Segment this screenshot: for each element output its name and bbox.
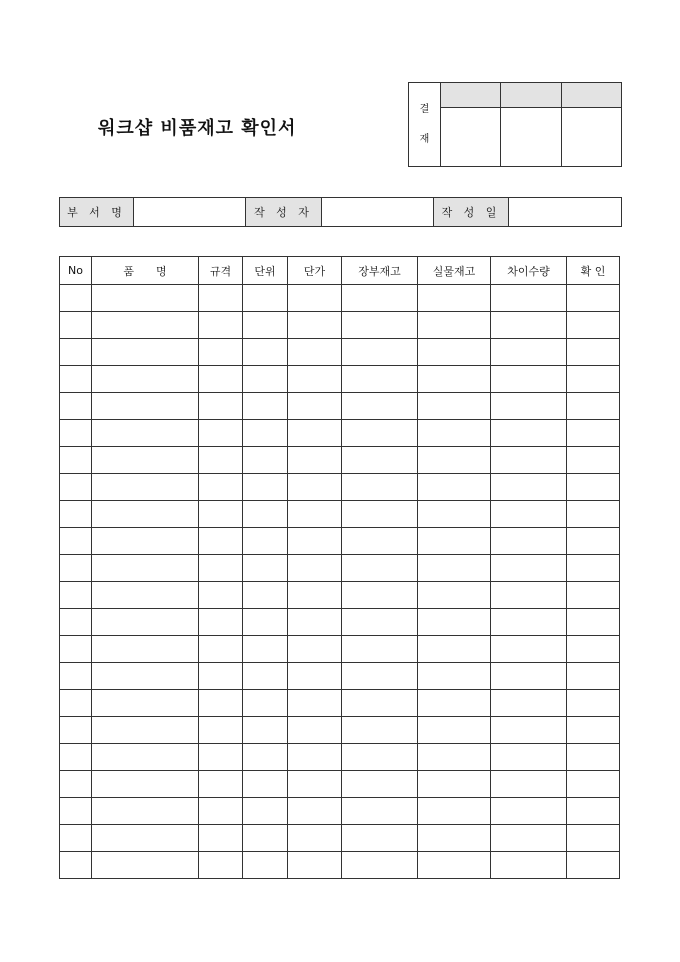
- table-cell[interactable]: [60, 609, 92, 636]
- table-cell[interactable]: [92, 582, 199, 609]
- table-row: [60, 771, 620, 798]
- table-cell[interactable]: [491, 447, 567, 474]
- table-cell[interactable]: [288, 312, 342, 339]
- dept-field[interactable]: [134, 198, 246, 227]
- table-cell[interactable]: [288, 771, 342, 798]
- table-cell[interactable]: [491, 582, 567, 609]
- table-cell[interactable]: [92, 798, 199, 825]
- table-cell[interactable]: [567, 366, 620, 393]
- table-cell[interactable]: [491, 798, 567, 825]
- table-cell[interactable]: [199, 771, 243, 798]
- table-cell[interactable]: [243, 717, 288, 744]
- table-cell[interactable]: [199, 825, 243, 852]
- table-cell[interactable]: [60, 798, 92, 825]
- table-cell[interactable]: [60, 744, 92, 771]
- table-cell[interactable]: [288, 339, 342, 366]
- table-cell[interactable]: [60, 825, 92, 852]
- table-cell[interactable]: [60, 555, 92, 582]
- table-cell[interactable]: [199, 366, 243, 393]
- col-header-actual-stock: 실물재고: [418, 257, 491, 285]
- col-header-unit-price: 단가: [288, 257, 342, 285]
- table-cell[interactable]: [60, 852, 92, 879]
- table-cell[interactable]: [60, 285, 92, 312]
- approval-label-bottom: 재: [419, 133, 430, 145]
- col-header-spec: 규격: [199, 257, 243, 285]
- table-cell[interactable]: [199, 285, 243, 312]
- table-cell[interactable]: [92, 744, 199, 771]
- approval-sign-cell-1[interactable]: [441, 108, 501, 167]
- table-cell[interactable]: [567, 474, 620, 501]
- table-cell[interactable]: [60, 474, 92, 501]
- table-cell[interactable]: [342, 636, 418, 663]
- table-cell[interactable]: [567, 582, 620, 609]
- table-cell[interactable]: [567, 339, 620, 366]
- table-cell[interactable]: [199, 744, 243, 771]
- table-cell[interactable]: [567, 312, 620, 339]
- table-cell[interactable]: [418, 582, 491, 609]
- approval-box: [408, 82, 622, 167]
- date-field[interactable]: [509, 198, 622, 227]
- table-cell[interactable]: [342, 339, 418, 366]
- col-header-difference: 차이수량: [491, 257, 567, 285]
- table-cell[interactable]: [288, 366, 342, 393]
- table-cell[interactable]: [243, 825, 288, 852]
- table-cell[interactable]: [199, 636, 243, 663]
- table-cell[interactable]: [60, 501, 92, 528]
- table-cell[interactable]: [491, 285, 567, 312]
- table-cell[interactable]: [243, 690, 288, 717]
- table-cell[interactable]: [199, 393, 243, 420]
- table-cell[interactable]: [92, 717, 199, 744]
- table-cell[interactable]: [199, 447, 243, 474]
- info-table: [59, 197, 622, 227]
- table-cell[interactable]: [288, 501, 342, 528]
- table-cell[interactable]: [342, 501, 418, 528]
- table-cell[interactable]: [342, 852, 418, 879]
- table-cell[interactable]: [342, 582, 418, 609]
- table-cell[interactable]: [60, 663, 92, 690]
- table-cell[interactable]: [567, 744, 620, 771]
- table-cell[interactable]: [342, 825, 418, 852]
- table-cell[interactable]: [243, 798, 288, 825]
- table-header-row: [60, 257, 620, 285]
- table-cell[interactable]: [243, 312, 288, 339]
- table-row: [60, 744, 620, 771]
- table-cell[interactable]: [243, 393, 288, 420]
- table-cell[interactable]: [418, 528, 491, 555]
- table-cell[interactable]: [243, 609, 288, 636]
- table-cell[interactable]: [342, 366, 418, 393]
- col-header-item-name: 품 명: [92, 257, 199, 285]
- table-cell[interactable]: [243, 285, 288, 312]
- table-cell[interactable]: [567, 609, 620, 636]
- table-cell[interactable]: [92, 420, 199, 447]
- table-cell[interactable]: [491, 744, 567, 771]
- table-cell[interactable]: [418, 798, 491, 825]
- table-cell[interactable]: [92, 528, 199, 555]
- table-cell[interactable]: [92, 852, 199, 879]
- table-cell[interactable]: [199, 690, 243, 717]
- date-label: 작 성 일: [434, 198, 509, 227]
- table-cell[interactable]: [199, 528, 243, 555]
- table-cell[interactable]: [243, 771, 288, 798]
- table-cell[interactable]: [567, 420, 620, 447]
- table-cell[interactable]: [288, 717, 342, 744]
- table-cell[interactable]: [491, 312, 567, 339]
- table-cell[interactable]: [567, 285, 620, 312]
- table-cell[interactable]: [199, 582, 243, 609]
- approval-sign-cell-3[interactable]: [561, 108, 621, 167]
- table-cell[interactable]: [92, 690, 199, 717]
- table-cell[interactable]: [92, 285, 199, 312]
- table-cell[interactable]: [418, 609, 491, 636]
- table-cell[interactable]: [60, 447, 92, 474]
- table-cell[interactable]: [288, 825, 342, 852]
- table-row: [60, 312, 620, 339]
- table-cell[interactable]: [491, 420, 567, 447]
- table-cell[interactable]: [567, 501, 620, 528]
- table-cell[interactable]: [567, 771, 620, 798]
- table-cell[interactable]: [491, 609, 567, 636]
- table-cell[interactable]: [491, 717, 567, 744]
- table-cell[interactable]: [288, 420, 342, 447]
- table-cell[interactable]: [288, 393, 342, 420]
- table-cell[interactable]: [199, 555, 243, 582]
- table-cell[interactable]: [243, 663, 288, 690]
- table-cell[interactable]: [288, 636, 342, 663]
- table-cell[interactable]: [491, 393, 567, 420]
- table-cell[interactable]: [243, 636, 288, 663]
- table-cell[interactable]: [92, 771, 199, 798]
- table-cell[interactable]: [491, 771, 567, 798]
- table-cell[interactable]: [418, 852, 491, 879]
- table-cell[interactable]: [243, 447, 288, 474]
- table-cell[interactable]: [567, 447, 620, 474]
- table-cell[interactable]: [288, 663, 342, 690]
- table-row: [60, 366, 620, 393]
- table-cell[interactable]: [418, 312, 491, 339]
- table-cell[interactable]: [491, 474, 567, 501]
- table-cell[interactable]: [92, 663, 199, 690]
- table-cell[interactable]: [418, 501, 491, 528]
- table-row: [60, 555, 620, 582]
- table-cell[interactable]: [567, 663, 620, 690]
- table-row: [60, 528, 620, 555]
- table-cell[interactable]: [342, 555, 418, 582]
- table-cell[interactable]: [418, 420, 491, 447]
- table-cell[interactable]: [60, 339, 92, 366]
- table-cell[interactable]: [418, 393, 491, 420]
- table-cell[interactable]: [288, 744, 342, 771]
- table-row: [60, 420, 620, 447]
- table-row: [60, 798, 620, 825]
- col-header-book-stock: 장부재고: [342, 257, 418, 285]
- table-cell[interactable]: [567, 852, 620, 879]
- table-cell[interactable]: [288, 582, 342, 609]
- table-cell[interactable]: [243, 366, 288, 393]
- table-cell[interactable]: [491, 555, 567, 582]
- table-cell[interactable]: [243, 501, 288, 528]
- table-cell[interactable]: [92, 393, 199, 420]
- table-cell[interactable]: [418, 825, 491, 852]
- table-cell[interactable]: [92, 474, 199, 501]
- table-cell[interactable]: [342, 771, 418, 798]
- col-header-unit: 단위: [243, 257, 288, 285]
- table-row: [60, 582, 620, 609]
- table-cell[interactable]: [60, 420, 92, 447]
- table-cell[interactable]: [418, 366, 491, 393]
- approval-sign-cell-2[interactable]: [501, 108, 561, 167]
- table-row: [60, 501, 620, 528]
- table-cell[interactable]: [60, 312, 92, 339]
- table-cell[interactable]: [199, 312, 243, 339]
- table-row: [60, 852, 620, 879]
- table-cell[interactable]: [342, 420, 418, 447]
- table-cell[interactable]: [92, 825, 199, 852]
- table-cell[interactable]: [491, 636, 567, 663]
- table-cell[interactable]: [491, 690, 567, 717]
- table-cell[interactable]: [92, 555, 199, 582]
- table-cell[interactable]: [92, 636, 199, 663]
- table-cell[interactable]: [243, 528, 288, 555]
- table-cell[interactable]: [342, 609, 418, 636]
- table-cell[interactable]: [418, 663, 491, 690]
- table-cell[interactable]: [199, 501, 243, 528]
- table-cell[interactable]: [199, 609, 243, 636]
- table-cell[interactable]: [342, 285, 418, 312]
- table-cell[interactable]: [567, 528, 620, 555]
- table-row: [60, 690, 620, 717]
- table-cell[interactable]: [567, 555, 620, 582]
- table-cell[interactable]: [491, 501, 567, 528]
- table-cell[interactable]: [567, 825, 620, 852]
- table-row: [60, 447, 620, 474]
- table-cell[interactable]: [243, 474, 288, 501]
- approval-label: [409, 83, 441, 167]
- table-cell[interactable]: [288, 474, 342, 501]
- table-row: [60, 393, 620, 420]
- table-cell[interactable]: [491, 528, 567, 555]
- table-row: [60, 663, 620, 690]
- table-cell[interactable]: [418, 717, 491, 744]
- table-cell[interactable]: [418, 555, 491, 582]
- table-cell[interactable]: [491, 825, 567, 852]
- table-cell[interactable]: [60, 582, 92, 609]
- table-cell[interactable]: [342, 663, 418, 690]
- table-cell[interactable]: [288, 852, 342, 879]
- table-cell[interactable]: [92, 609, 199, 636]
- author-field[interactable]: [322, 198, 434, 227]
- table-row: [60, 474, 620, 501]
- table-cell[interactable]: [60, 528, 92, 555]
- approval-header-cell-2: [501, 83, 561, 108]
- table-cell[interactable]: [418, 474, 491, 501]
- table-cell[interactable]: [567, 717, 620, 744]
- table-cell[interactable]: [342, 447, 418, 474]
- table-cell[interactable]: [288, 447, 342, 474]
- table-cell[interactable]: [491, 339, 567, 366]
- dept-label: 부 서 명: [60, 198, 134, 227]
- table-cell[interactable]: [288, 285, 342, 312]
- table-cell[interactable]: [199, 852, 243, 879]
- table-cell[interactable]: [199, 663, 243, 690]
- table-cell[interactable]: [288, 528, 342, 555]
- table-cell[interactable]: [567, 798, 620, 825]
- table-cell[interactable]: [199, 717, 243, 744]
- table-cell[interactable]: [199, 420, 243, 447]
- col-header-confirm: 확 인: [567, 257, 620, 285]
- table-cell[interactable]: [243, 420, 288, 447]
- approval-header-cell-3: [561, 83, 621, 108]
- table-cell[interactable]: [60, 771, 92, 798]
- table-cell[interactable]: [60, 393, 92, 420]
- table-cell[interactable]: [418, 447, 491, 474]
- approval-label-top: 결: [419, 103, 430, 115]
- table-cell[interactable]: [342, 312, 418, 339]
- table-cell[interactable]: [92, 339, 199, 366]
- table-cell[interactable]: [92, 312, 199, 339]
- table-cell[interactable]: [418, 744, 491, 771]
- author-label: 작 성 자: [246, 198, 322, 227]
- table-cell[interactable]: [199, 474, 243, 501]
- inventory-table: [59, 256, 620, 879]
- table-row: [60, 636, 620, 663]
- table-cell[interactable]: [243, 339, 288, 366]
- table-cell[interactable]: [243, 852, 288, 879]
- table-cell[interactable]: [567, 690, 620, 717]
- table-cell[interactable]: [288, 690, 342, 717]
- table-cell[interactable]: [288, 798, 342, 825]
- table-cell[interactable]: [491, 366, 567, 393]
- table-cell[interactable]: [60, 366, 92, 393]
- table-row: [60, 609, 620, 636]
- table-cell[interactable]: [418, 636, 491, 663]
- table-cell[interactable]: [92, 501, 199, 528]
- table-cell[interactable]: [418, 771, 491, 798]
- table-cell[interactable]: [491, 663, 567, 690]
- table-cell[interactable]: [342, 717, 418, 744]
- table-cell[interactable]: [243, 744, 288, 771]
- document-title: 워크샵 비품재고 확인서: [98, 118, 297, 139]
- table-cell[interactable]: [418, 285, 491, 312]
- table-cell[interactable]: [567, 393, 620, 420]
- table-cell[interactable]: [288, 609, 342, 636]
- table-cell[interactable]: [342, 474, 418, 501]
- table-cell[interactable]: [199, 798, 243, 825]
- col-header-no: No: [60, 257, 92, 285]
- table-cell[interactable]: [342, 798, 418, 825]
- table-row: [60, 825, 620, 852]
- table-cell[interactable]: [92, 447, 199, 474]
- table-cell[interactable]: [199, 339, 243, 366]
- approval-header-cell-1: [441, 83, 501, 108]
- table-cell[interactable]: [60, 690, 92, 717]
- table-cell[interactable]: [243, 582, 288, 609]
- table-cell[interactable]: [60, 636, 92, 663]
- table-cell[interactable]: [243, 555, 288, 582]
- table-cell[interactable]: [342, 744, 418, 771]
- table-cell[interactable]: [92, 366, 199, 393]
- table-cell[interactable]: [342, 528, 418, 555]
- table-cell[interactable]: [567, 636, 620, 663]
- table-cell[interactable]: [418, 339, 491, 366]
- table-cell[interactable]: [418, 690, 491, 717]
- table-cell[interactable]: [288, 555, 342, 582]
- table-row: [60, 717, 620, 744]
- table-row: [60, 285, 620, 312]
- table-cell[interactable]: [342, 690, 418, 717]
- table-row: [60, 339, 620, 366]
- table-cell[interactable]: [342, 393, 418, 420]
- table-cell[interactable]: [60, 717, 92, 744]
- table-cell[interactable]: [491, 852, 567, 879]
